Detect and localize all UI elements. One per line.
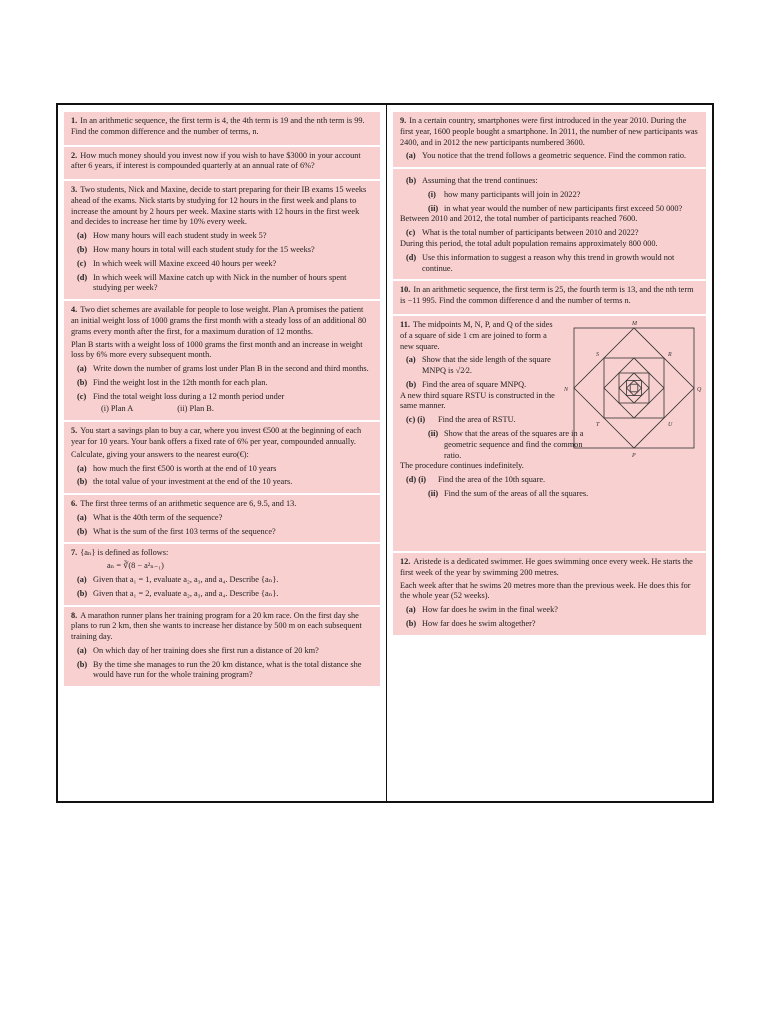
- part: (b) How far does he swim altogether?: [406, 618, 536, 628]
- recurrence-formula: aₙ = ∛(8 − a²ₙ₋₁): [107, 561, 164, 571]
- question-2: [64, 147, 380, 180]
- label-r: R: [668, 351, 672, 358]
- part: (d) (i) Find the area of the 10th square.: [406, 475, 546, 485]
- question-text: During this period, the total adult population remains approximately 800 000.: [400, 239, 658, 249]
- question-text: A marathon runner plans her training program for a 20 km race. On the first day she plans to run 2 km, then she wants to increase her distance by 500 m on each subsequent training day.: [71, 610, 362, 642]
- question-text: Each week after that he swims 20 metres more than the previous week. He does this for the whole year (52 weeks).: [400, 580, 691, 601]
- question-8: [64, 607, 380, 687]
- question-9: [393, 112, 706, 167]
- question-number: 9.: [400, 116, 407, 125]
- question-text: In a certain country, smartphones were first introduced in the year 2010. During the first year, 1600 people bought a smartphone. In 2011, the number of new participants was 2400, and in 2012 the new participants numbered 3600.: [400, 116, 698, 147]
- question-text: A new third square RSTU is constructed in the same manner.: [400, 390, 555, 411]
- label-p: P: [632, 452, 636, 458]
- part: (d) Use this information to suggest a reason why this trend in growth would not continue.: [406, 252, 675, 273]
- square-6: [619, 373, 649, 403]
- subpart: (ii) Find the sum of the areas of all the squares.: [428, 488, 589, 498]
- part: (b) Assuming that the trend continues:: [406, 176, 538, 186]
- part: (b) Find the area of square MNPQ.: [406, 379, 527, 389]
- question-number: 2.: [71, 150, 78, 160]
- question-number: 4.: [71, 305, 78, 315]
- square-mnpq: [574, 328, 694, 448]
- label-t: T: [596, 421, 600, 428]
- question-text: You start a savings plan to buy a car, where you invest €500 at the beginning of each year for 10 years. Your bank offers a fixed rate of 6% per year, compounded annually.: [71, 426, 362, 446]
- question-3: [64, 181, 380, 299]
- question-text: In an arithmetic sequence, the first term is 4, the 4th term is 19 and the nth term is 99. Find the common difference and the number of terms, n.: [71, 116, 365, 136]
- part: (a) On which day of her training does she first run a distance of 20 km?: [77, 645, 319, 655]
- part: (b) By the time she manages to run the 20 km distance, what is the total distance she would have run for the whole training program?: [77, 659, 362, 680]
- subpart: (ii) in what year would the number of new participants first exceed 50 000?: [428, 203, 683, 213]
- question-number: 10.: [400, 285, 411, 295]
- part: (b) How many hours in total will each student study for the 15 weeks?: [77, 245, 315, 255]
- question-6: [64, 495, 380, 542]
- part: (b) What is the sum of the first 103 terms of the sequence?: [77, 526, 276, 536]
- question-number: 8.: [71, 610, 78, 620]
- question-text: {aₙ} is defined as follows:: [80, 548, 169, 558]
- question-text: In an arithmetic sequence, the first term is 25, the fourth term is 13, and the nth term is −11 995. Find the common difference d and the number of terms n.: [400, 285, 694, 306]
- label-s: S: [596, 351, 599, 358]
- part: (b) the total value of your investment at the end of the 10 years.: [77, 477, 293, 487]
- question-text: The midpoints M, N, P, and Q of the sides of a square of side 1 cm are joined to form a new square.: [400, 319, 553, 351]
- question-4: [64, 301, 380, 420]
- plan-a: (i) Plan A: [101, 404, 134, 414]
- worksheet: [56, 103, 714, 803]
- square-8: [627, 380, 642, 395]
- part: (b) Given that a₁ = 2, evaluate a₂, a₃, and a₄. Describe {aₙ}.: [77, 588, 279, 598]
- question-7: [64, 544, 380, 604]
- nested-squares-diagram: [564, 318, 704, 458]
- label-n: N: [564, 386, 569, 393]
- part: (a) Write down the number of grams lost under Plan B in the second and third months.: [77, 364, 369, 374]
- question-number: 3.: [71, 185, 78, 195]
- question-number: 12.: [400, 556, 411, 566]
- question-11: [393, 316, 706, 551]
- question-9-continued: [393, 169, 706, 279]
- question-number: 5.: [71, 426, 78, 436]
- plan-options: [71, 404, 373, 415]
- square-9: [630, 384, 638, 392]
- part: (a) how much the first €500 is worth at the end of 10 years: [77, 463, 277, 473]
- subpart: (ii) Show that the areas of the squares are in a geometric sequence and find the common ratio.: [428, 428, 584, 460]
- part: (a) What is the 40th term of the sequence?: [77, 512, 223, 522]
- question-text: The first three terms of an arithmetic sequence are 6, 9.5, and 13.: [80, 499, 297, 509]
- part: (c) What is the total number of participants between 2010 and 2022?: [406, 228, 639, 238]
- label-u: U: [668, 421, 673, 428]
- part: (a) How far does he swim in the final week?: [406, 605, 558, 615]
- plan-b: (ii) Plan B.: [177, 404, 214, 414]
- outer-square: [574, 328, 694, 448]
- part: (c) (i) Find the area of RSTU.: [406, 415, 516, 425]
- right-column: [387, 105, 712, 801]
- question-text: Plan B starts with a weight loss of 1000 grams the first month and an increase in weight loss by 6% more every subsequent month.: [71, 339, 363, 360]
- question-1: [64, 112, 380, 145]
- question-text: Two diet schemes are available for people to lose weight. Plan A promises the patient an initial weight loss of 1000 grams the first month with a steady loss of an additional 80 grams every month after the first, for a maximum duration of 12 months.: [71, 305, 367, 336]
- part: (a) Show that the side length of the square MNPQ is √2⁄2.: [406, 355, 551, 376]
- part: (c) Find the total weight loss during a 12 month period under: [77, 391, 285, 401]
- question-5: [64, 422, 380, 493]
- label-q: Q: [697, 386, 702, 393]
- question-number: 11.: [400, 319, 410, 329]
- question-text: How much money should you invest now if you wish to have $3000 in your account after 6 years, if interest is compounded quarterly at an annual rate of 6%?: [71, 150, 361, 171]
- part: (d) In which week will Maxine catch up with Nick in the number of hours spent studying per week?: [77, 272, 347, 293]
- question-number: 7.: [71, 548, 78, 558]
- part: (a) How many hours will each student study in week 5?: [77, 231, 267, 241]
- question-text: Between 2010 and 2012, the total number of participants reached 7600.: [400, 214, 638, 224]
- question-text: Two students, Nick and Maxine, decide to start preparing for their IB exams 15 weeks ahead of the exams. Nick starts by studying for 12 hours in the first week and plans to increase the amount by 2 hours per week. Maxine starts with 12 hours in the first week and decides to increase her time by 10% every week.: [71, 185, 367, 227]
- question-number: 1.: [71, 116, 78, 125]
- label-m: M: [632, 320, 637, 327]
- question-text: Calculate, giving your answers to the nearest euro(€):: [71, 449, 249, 459]
- part: (c) In which week will Maxine exceed 40 hours per week?: [77, 258, 277, 268]
- square-4: [604, 358, 664, 418]
- question-10: [393, 281, 706, 314]
- question-text: The procedure continues indefinitely.: [400, 461, 524, 471]
- question-text: Aristede is a dedicated swimmer. He goes swimming once every week. He starts the first week of the year by swimming 200 metres.: [400, 556, 693, 577]
- square-5: [619, 373, 649, 403]
- subpart: (i) how many participants will join in 2022?: [428, 189, 581, 199]
- question-12: [393, 553, 706, 635]
- left-column: [58, 105, 387, 801]
- question-number: 6.: [71, 499, 78, 509]
- square-rstu: [604, 358, 664, 418]
- part: (a) You notice that the trend follows a geometric sequence. Find the common ratio.: [406, 151, 687, 161]
- part: (b) Find the weight lost in the 12th month for each plan.: [77, 377, 268, 387]
- square-7: [627, 380, 642, 395]
- part: (a) Given that a₁ = 1, evaluate a₂, a₃, and a₄. Describe {aₙ}.: [77, 575, 279, 584]
